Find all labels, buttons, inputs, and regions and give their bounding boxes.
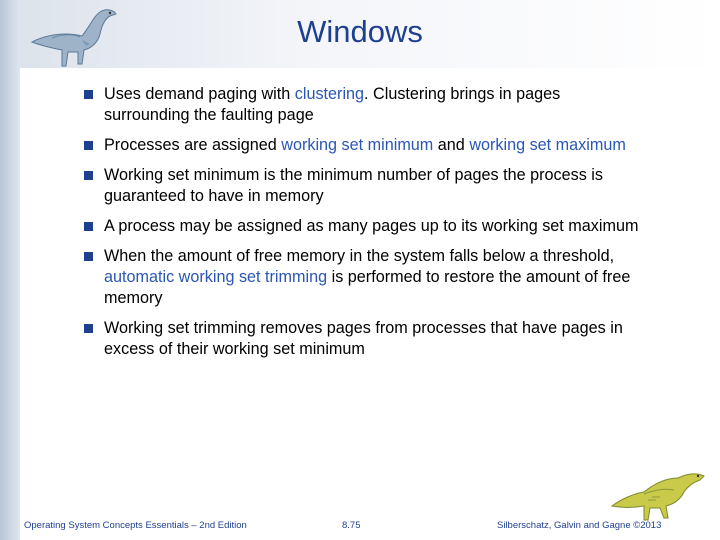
footer-page-number: 8.75 — [342, 520, 361, 531]
dinosaur-logo-bottom-icon — [608, 464, 712, 522]
bullet-item: Processes are assigned working set minimum and working set maximum — [84, 135, 644, 156]
bullet-marker-icon — [84, 222, 93, 231]
bullet-marker-icon — [84, 252, 93, 261]
slide-title: Windows — [297, 14, 423, 49]
bullet-list — [84, 84, 644, 369]
bullet-item: A process may be assigned as many pages up to its working set maximum — [84, 216, 644, 237]
bullet-marker-icon — [84, 324, 93, 333]
bullet-item: Working set trimming removes pages from processes that have pages in excess of their working set minimum — [84, 318, 644, 360]
bullet-item: Working set minimum is the minimum number of pages the process is guaranteed to have in memory — [84, 165, 644, 207]
bullet-marker-icon — [84, 90, 93, 99]
left-sidebar-band — [0, 0, 20, 540]
bullet-item: When the amount of free memory in the system falls below a threshold, automatic working set trimming is performed to restore the amount of free memory — [84, 246, 644, 309]
bullet-marker-icon — [84, 141, 93, 150]
bullet-item: Uses demand paging with clustering. Clustering brings in pages surrounding the faulting page — [84, 84, 644, 126]
bullet-marker-icon — [84, 171, 93, 180]
footer-book-title: Operating System Concepts Essentials – 2nd Edition — [24, 520, 247, 531]
footer-authors: Silberschatz, Galvin and Gagne ©2013 — [497, 520, 662, 531]
